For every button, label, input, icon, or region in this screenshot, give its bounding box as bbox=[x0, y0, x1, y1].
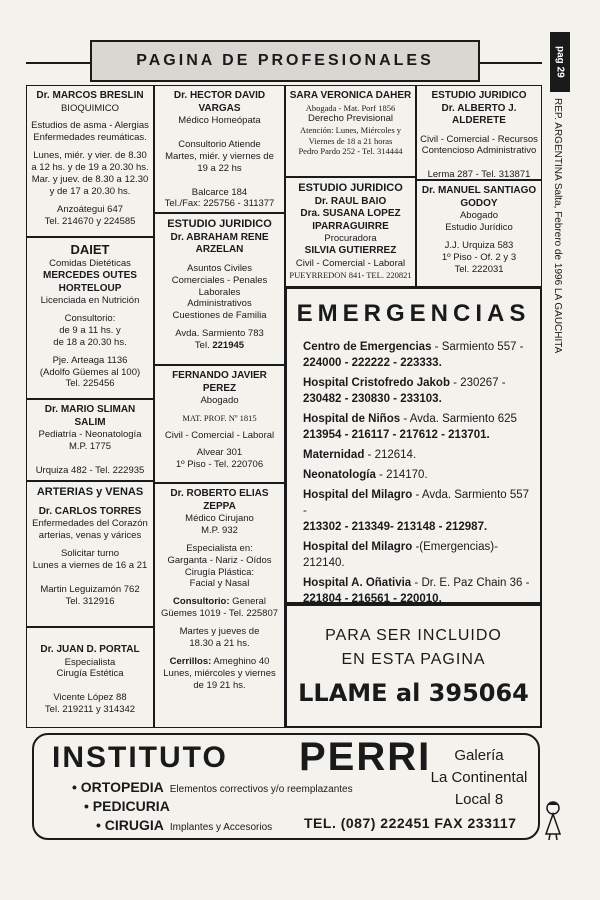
ad-line: MAT. PROF. Nº 1815 bbox=[182, 412, 257, 423]
ad-instituto-perri bbox=[32, 733, 540, 840]
gauchita-mascot-icon bbox=[542, 800, 564, 840]
ad-address: Pje. Arteaga 1136 bbox=[52, 354, 128, 366]
ad-value: General bbox=[232, 596, 266, 608]
ad-line: Estudio Jurídico bbox=[445, 221, 513, 233]
ad-phone: Tel. 222031 bbox=[454, 263, 504, 275]
ad-name: Dr. MANUEL SANTIAGO bbox=[421, 185, 537, 196]
emergency-name: Maternidad bbox=[303, 449, 365, 461]
ad-address: Balcarce 184 bbox=[191, 186, 248, 198]
emergency-list bbox=[293, 339, 534, 604]
ad-phone: Tel./Fax: 225756 - 311377 bbox=[164, 198, 275, 210]
ad-baio bbox=[285, 177, 416, 287]
ad-godoy bbox=[416, 180, 542, 287]
ad-alderete bbox=[416, 85, 542, 180]
emergency-row bbox=[293, 539, 534, 571]
service-label: • CIRUGIA bbox=[96, 817, 164, 833]
ad-torres bbox=[26, 481, 154, 627]
perri-gallery: Local 8 bbox=[454, 791, 504, 808]
ad-name: MERCEDES OUTES bbox=[43, 270, 137, 282]
ad-line: Laborales bbox=[198, 286, 241, 298]
perri-institute: INSTITUTO bbox=[52, 741, 228, 774]
ad-line: Facial y Nasal bbox=[189, 578, 250, 590]
emergency-row bbox=[293, 339, 534, 371]
ad-salim bbox=[26, 399, 154, 481]
ad-vargas bbox=[154, 85, 285, 213]
perri-phone: TEL. (087) 222451 FAX 233117 bbox=[304, 815, 517, 831]
emergency-row bbox=[293, 411, 534, 443]
perri-service bbox=[72, 779, 353, 795]
emergency-title: EMERGENCIAS bbox=[296, 300, 531, 327]
emergency-detail: - Avda. Sarmiento 557 - bbox=[303, 489, 530, 517]
ad-line: Derecho Previsional bbox=[307, 113, 393, 125]
emergency-name: Centro de Emergencias bbox=[303, 341, 432, 353]
ad-line: Abogado bbox=[459, 210, 499, 221]
ad-title: Médico Homeópata bbox=[178, 115, 261, 126]
ad-phone: Tel. 225456 bbox=[65, 378, 115, 390]
ad-line: M.P. 1775 bbox=[68, 440, 112, 452]
ad-name: Dr. CARLOS TORRES bbox=[38, 505, 142, 517]
emergency-row bbox=[293, 467, 534, 483]
header-rule-right bbox=[480, 62, 542, 64]
ad-line: Administrativos bbox=[187, 298, 252, 310]
ad-name: Dra. SUSANA LOPEZ bbox=[300, 208, 401, 220]
ad-line: Viernes de 18 a 21 horas bbox=[308, 135, 393, 146]
ad-line bbox=[158, 656, 281, 668]
ad-line: 19 a 22 hs bbox=[197, 162, 242, 174]
ad-line: Estudios de asma - Alergias bbox=[31, 120, 149, 132]
service-label: • PEDICURIA bbox=[84, 798, 170, 814]
ad-phone bbox=[158, 340, 281, 352]
ad-line: Comidas Dietéticas bbox=[49, 258, 131, 270]
ad-address: Avda. Sarmiento 783 bbox=[175, 328, 264, 340]
ad-name: ARZELAN bbox=[195, 244, 244, 256]
ad-line: arterias, venas y várices bbox=[38, 530, 142, 542]
emergency-row bbox=[293, 487, 534, 535]
ad-breslin bbox=[26, 85, 154, 237]
perri-gallery: Galería bbox=[454, 747, 504, 764]
ad-line: Solicitar turno bbox=[60, 548, 120, 559]
ad-daher bbox=[285, 85, 416, 177]
emergency-name: Hospital Cristofredo Jakob bbox=[303, 377, 450, 389]
ad-line: M.P. 932 bbox=[201, 524, 238, 536]
service-label: • ORTOPEDIA bbox=[72, 779, 164, 795]
ad-title: BIOQUIMICO bbox=[60, 102, 120, 114]
ad-phone: 1º Piso - Tel. 220706 bbox=[175, 459, 264, 471]
ad-line: Cirugía Estética bbox=[56, 668, 124, 680]
emergency-row bbox=[293, 575, 534, 604]
ad-phone: Tel. 214670 y 224585 bbox=[44, 215, 136, 227]
emergency-name: Neonatología bbox=[303, 469, 376, 481]
perri-gallery: La Continental bbox=[430, 769, 528, 786]
ad-phone: Tel. 312916 bbox=[65, 595, 115, 607]
ad-line: Lunes a viernes de 16 a 21 bbox=[32, 559, 148, 571]
service-note: Implantes y Accesorios bbox=[169, 822, 273, 833]
ad-line: Procuradora bbox=[324, 233, 377, 245]
ad-line: Licenciada en Nutrición bbox=[40, 295, 140, 307]
ad-line: y de 17 a 20.30 hs. bbox=[49, 185, 131, 197]
emergency-numbers: 213302 - 213349- 213148 - 212987. bbox=[303, 521, 488, 533]
ad-perez bbox=[154, 365, 285, 483]
phone-number: 221945 bbox=[212, 340, 245, 351]
ad-line: Especialista bbox=[64, 656, 116, 668]
ad-name: FERNANDO JAVIER PEREZ bbox=[172, 370, 267, 394]
ad-arzelan bbox=[154, 213, 285, 365]
ad-line: Abogada - Mat. Porf 1856 bbox=[305, 102, 396, 113]
ad-line: de 18 a 20.30 hs. bbox=[53, 336, 127, 348]
emergency-numbers: 224000 - 222222 - 223333. bbox=[303, 357, 442, 369]
ad-line: de 19 21 hs. bbox=[193, 679, 246, 691]
page-title: PAGINA DE PROFESIONALES bbox=[90, 40, 480, 82]
emergency-name: Hospital de Niños bbox=[303, 413, 401, 425]
ad-line: Enfermedades del Corazón bbox=[32, 518, 148, 530]
emergency-name: Hospital A. Oñativia bbox=[303, 577, 412, 589]
ad-address: Martin Leguizamón 762 bbox=[40, 583, 140, 595]
service-note: Elementos correctivos y/o reemplazantes bbox=[169, 784, 353, 795]
perri-service bbox=[84, 798, 170, 814]
include-line: EN ESTA PAGINA bbox=[341, 651, 486, 668]
emergency-detail: - 230267 - bbox=[449, 377, 506, 389]
ad-line: Consultorio Atiende bbox=[178, 138, 261, 150]
ad-name: Dr. HECTOR DAVID VARGAS bbox=[173, 90, 266, 114]
ad-phone: Urquiza 482 - Tel. 222935 bbox=[35, 464, 145, 476]
emergency-numbers: 221804 - 216561 - 220010. bbox=[303, 593, 442, 604]
ad-label: Consultorio: bbox=[173, 596, 230, 608]
emergency-detail: - Dr. E. Paz Chain 36 - bbox=[411, 577, 530, 589]
ad-name: Dr. ALBERTO J. ALDERETE bbox=[441, 102, 517, 126]
issue-info: REP. ARGENTINA Salta, Febrero de 1996 LA GAUCHITA bbox=[552, 98, 563, 354]
ad-line: Comerciales - Penales bbox=[171, 274, 268, 286]
ad-line: Abogado bbox=[200, 395, 239, 406]
ad-heading: ESTUDIO JURIDICO bbox=[167, 218, 272, 230]
ad-line: 18.30 a 21 hs. bbox=[189, 637, 250, 649]
ad-line: Consultorio: bbox=[64, 313, 116, 324]
emergency-name: Hospital del Milagro bbox=[303, 541, 413, 553]
page-sidebar bbox=[550, 32, 570, 352]
ad-line: Civil - Comercial - Laboral bbox=[164, 429, 275, 441]
header-rule-left bbox=[26, 62, 90, 64]
ad-line: Pediatría - Neonatología bbox=[38, 429, 142, 440]
ad-line: Asuntos Civiles bbox=[187, 262, 252, 274]
ad-heading: ARTERIAS y VENAS bbox=[36, 486, 144, 498]
ad-name: IPARRAGUIRRE bbox=[312, 220, 389, 232]
ad-line: Contencioso Administrativo bbox=[421, 145, 537, 157]
ad-phone: Tel. 219211 y 314342 bbox=[44, 704, 136, 716]
ad-name: ZEPPA bbox=[203, 500, 236, 512]
ad-line: Civil - Comercial - Laboral bbox=[295, 257, 406, 269]
emergency-name: Hospital del Milagro bbox=[303, 489, 413, 501]
ad-value: Ameghino 40 bbox=[213, 655, 270, 667]
perri-location bbox=[419, 745, 539, 811]
emergency-row bbox=[293, 447, 534, 463]
emergency-detail: - 212614. bbox=[364, 449, 417, 461]
ad-line: Cirugía Plástica: bbox=[184, 566, 255, 578]
ad-heading: ESTUDIO JURIDICO bbox=[298, 182, 403, 194]
ad-address: PUEYRREDON 841- TEL. 220821 bbox=[289, 269, 412, 280]
ad-address: Pedro Pardo 252 - Tel. 314444 bbox=[298, 146, 403, 157]
emergency-box bbox=[285, 287, 542, 604]
page-number: pag 29 bbox=[550, 32, 570, 92]
ad-line: Atención: Lunes, Miércoles y bbox=[299, 125, 402, 135]
emergency-detail: -(Emergencias)- 212140. bbox=[303, 541, 498, 569]
perri-name: PERRI bbox=[299, 735, 432, 779]
emergency-row bbox=[293, 375, 534, 407]
ad-line: Especialista en: bbox=[186, 542, 253, 554]
ad-line: Civil - Comercial - Recursos bbox=[420, 133, 538, 145]
ad-phone: Güemes 1019 - Tel. 225807 bbox=[160, 608, 279, 620]
ad-line: Martes y jueves de bbox=[179, 626, 260, 637]
ad-name: GODOY bbox=[460, 197, 498, 209]
emergency-detail: - Avda. Sarmiento 625 bbox=[400, 413, 517, 425]
include-line: PARA SER INCLUIDO bbox=[325, 627, 502, 644]
emergency-detail: - 214170. bbox=[375, 469, 428, 481]
ad-daiet bbox=[26, 237, 154, 399]
emergency-numbers: 213954 - 216117 - 217612 - 213701. bbox=[303, 429, 490, 441]
ad-address: J.J. Urquiza 583 bbox=[444, 239, 514, 251]
ad-heading: ESTUDIO JURIDICO bbox=[431, 90, 527, 101]
ad-address: Alvear 301 bbox=[196, 447, 243, 459]
ad-include-here bbox=[285, 604, 542, 728]
ad-address: Vicente López 88 bbox=[53, 692, 127, 704]
phone-label: Tel. bbox=[194, 340, 210, 351]
ad-address: 1º Piso - Of. 2 y 3 bbox=[441, 251, 517, 263]
ad-name: SILVIA GUTIERREZ bbox=[304, 245, 397, 257]
ad-phone: Lerma 287 - Tel. 313871 bbox=[427, 169, 531, 180]
ad-address: Anzoátegui 647 bbox=[56, 203, 124, 215]
ad-zeppa bbox=[154, 483, 285, 728]
ad-line bbox=[158, 596, 281, 608]
ad-heading: DAIET bbox=[70, 242, 110, 257]
ad-label: Cerrillos: bbox=[169, 655, 212, 667]
ad-line: Enfermedades reumáticas. bbox=[33, 132, 147, 144]
ad-name: SARA VERONICA DAHER bbox=[289, 90, 412, 101]
ad-line: Mar. y juev. de 8.30 a 12.30 bbox=[31, 173, 149, 185]
ad-portal bbox=[26, 627, 154, 728]
emergency-numbers: 230482 - 230830 - 233103. bbox=[303, 393, 442, 405]
perri-service bbox=[96, 817, 272, 833]
ad-address: (Adolfo Güemes al 100) bbox=[39, 366, 141, 378]
ad-name: Dr. MARCOS BRESLIN bbox=[36, 90, 144, 101]
ad-line: a 12 hs. y de 19 a 20.30 hs. bbox=[31, 162, 149, 173]
ad-line: Martes, miér. y viernes de bbox=[165, 150, 274, 162]
ad-line: de 9 a 11 hs. y bbox=[59, 324, 121, 336]
ad-name: Dr. ABRAHAM RENE bbox=[170, 231, 269, 243]
ad-line: Cuestiones de Familia bbox=[172, 310, 267, 322]
ad-line: Lunes, miér. y vier. de 8.30 bbox=[33, 150, 147, 162]
ad-line: Garganta - Nariz - Oídos bbox=[167, 554, 272, 566]
emergency-detail: - Sarmiento 557 - bbox=[431, 341, 524, 353]
include-phone: LLAME al 395064 bbox=[298, 679, 529, 707]
ad-line: Lunes, miércoles y viernes bbox=[163, 667, 276, 679]
ad-name: Dr. JUAN D. PORTAL bbox=[40, 644, 140, 655]
ad-name: Dr. RAUL BAIO bbox=[314, 195, 387, 207]
ad-name: Dr. MARIO SLIMAN SALIM bbox=[44, 404, 136, 428]
ad-line: Médico Cirujano bbox=[185, 513, 254, 524]
ad-name: Dr. ROBERTO ELIAS bbox=[170, 488, 269, 499]
ad-name: HORTELOUP bbox=[58, 282, 122, 294]
